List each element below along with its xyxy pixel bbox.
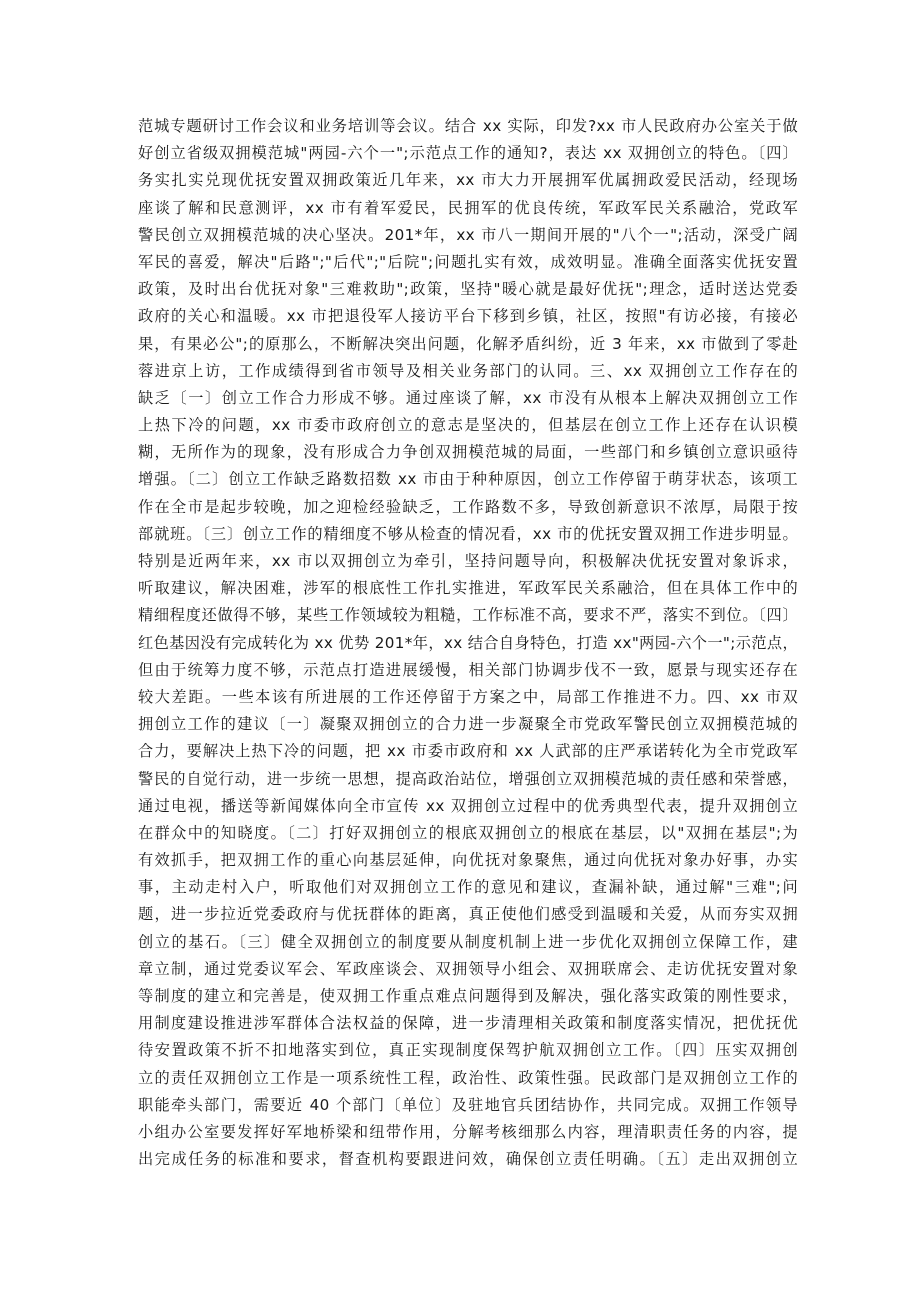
text-line: 有效抓手，把双拥工作的重心向基层延伸，向优抚对象聚焦，通过向优抚对象办好事，办实 — [138, 851, 798, 870]
text-line: 座谈了解和民意测评，xx 市有着军爱民，民拥军的优良传统，军政军民关系融洽，党政军 — [138, 198, 798, 217]
text-line: 听取建议，解决困难，涉军的根底性工作扎实推进，军政军民关系融洽，但在具体工作中的 — [138, 579, 798, 598]
text-line: 章立制，通过党委议军会、军政座谈会、双拥领导小组会、双拥联席会、走访优抚安置对象 — [138, 959, 798, 978]
text-line: 蓉进京上访，工作成绩得到省市领导及相关业务部门的认同。三、xx 双拥创立工作存在的 — [138, 361, 798, 380]
text-line: 警民创立双拥模范城的决心坚决。201*年，xx 市八一期间开展的"八个一";活动，深受广阔 — [138, 225, 798, 244]
text-line: 但由于统筹力度不够，示范点打造进展缓慢，相关部门协调步伐不一致，愿景与现实还存在 — [138, 660, 798, 679]
text-line: 政府的关心和温暖。xx 市把退役军人接访平台下移到乡镇，社区，按照"有访必接，有接必 — [138, 307, 798, 326]
text-line: 上热下冷的问题，xx 市委市政府创立的意志是坚决的，但基层在创立工作上还存在认识模 — [138, 416, 798, 435]
text-line: 作在全市是起步较晚，加之迎检经验缺乏，工作路数不多，导致创新意识不浓厚，局限于按 — [138, 497, 798, 516]
text-line: 军民的喜爱，解决"后路";"后代";"后院";问题扎实有效，成效明显。准确全面落实优抚安置 — [138, 252, 798, 271]
text-line: 缺乏〔一〕创立工作合力形成不够。通过座谈了解，xx 市没有从根本上解决双拥创立工作 — [138, 388, 798, 407]
text-line: 事，主动走村入户，听取他们对双拥创立工作的意见和建议，查漏补缺，通过解"三难";问 — [138, 878, 798, 897]
text-line: 较大差距。一些本该有所进展的工作还停留于方案之中，局部工作推进不力。四、xx 市双 — [138, 687, 798, 706]
text-line: 务实扎实兑现优抚安置双拥政策近几年来，xx 市大力开展拥军优属拥政爱民活动，经现场 — [138, 171, 798, 190]
text-line: 好创立省级双拥模范城"两园-六个一";示范点工作的通知?，表达 xx 双拥创立的特色。〔四〕 — [138, 144, 798, 163]
text-line: 范城专题研讨工作会议和业务培训等会议。结合 xx 实际，印发?xx 市人民政府办公室关于做 — [138, 117, 798, 135]
text-line: 立的责任双拥创立工作是一项系统性工程，政治性、政策性强。民政部门是双拥创立工作的 — [138, 1068, 798, 1087]
document-body-text — [138, 113, 798, 1173]
text-line: 增强。〔二〕创立工作缺乏路数招数 xx 市由于种种原因，创立工作停留于萌芽状态，该项工 — [138, 470, 798, 489]
text-line: 特别是近两年来，xx 市以双拥创立为牵引，坚持问题导向，积极解决优抚安置对象诉求， — [138, 552, 798, 570]
text-line: 创立的基石。〔三〕健全双拥创立的制度要从制度机制上进一步优化双拥创立保障工作，建 — [138, 932, 798, 951]
text-line: 糊，无所作为的现象，没有形成合力争创双拥模范城的局面，一些部门和乡镇创立意识亟待 — [138, 443, 798, 462]
text-line: 红色基因没有完成转化为 xx 优势 201*年，xx 结合自身特色，打造 xx"两园-六个一";示范点， — [138, 633, 798, 652]
text-line: 小组办公室要发挥好军地桥梁和纽带作用，分解考核细那么内容，理清职责任务的内容，提 — [138, 1122, 798, 1141]
text-line: 部就班。〔三〕创立工作的精细度不够从检查的情况看，xx 市的优抚安置双拥工作进步明显。 — [138, 524, 798, 543]
text-line: 用制度建设推进涉军群体合法权益的保障，进一步清理相关政策和制度落实情况，把优抚优 — [138, 1014, 798, 1033]
text-line: 政策，及时出台优抚对象"三难救助";政策，坚持"暖心就是最好优抚";理念，适时送达党委 — [138, 280, 798, 299]
text-line: 拥创立工作的建议〔一〕凝聚双拥创立的合力进一步凝聚全市党政军警民创立双拥模范城的 — [138, 715, 798, 734]
text-line: 职能牵头部门，需要近 40 个部门〔单位〕及驻地官兵团结协作，共同完成。双拥工作领导 — [138, 1095, 798, 1114]
text-line: 精细程度还做得不够，某些工作领域较为粗糙，工作标准不高，要求不严，落实不到位。〔四〕 — [138, 606, 798, 625]
text-line: 通过电视，播送等新闻媒体向全市宣传 xx 双拥创立过程中的优秀典型代表，提升双拥创立 — [138, 796, 798, 815]
text-line: 等制度的建立和完善是，使双拥工作重点难点问题得到及解决，强化落实政策的刚性要求， — [138, 987, 798, 1005]
text-line: 合力，要解决上热下冷的问题，把 xx 市委市政府和 xx 人武部的庄严承诺转化为全市党政军 — [138, 742, 798, 761]
text-line: 题，进一步拉近党委政府与优抚群体的距离，真正使他们感受到温暖和关爱，从而夯实双拥 — [138, 905, 798, 924]
text-line: 待安置政策不折不扣地落实到位，真正实现制度保驾护航双拥创立工作。〔四〕压实双拥创 — [138, 1041, 798, 1060]
text-line: 在群众中的知晓度。〔二〕打好双拥创立的根底双拥创立的根底在基层，以"双拥在基层";为 — [138, 823, 798, 842]
text-line: 出完成任务的标准和要求，督查机构要跟进问效，确保创立责任明确。〔五〕走出双拥创立 — [138, 1150, 798, 1169]
text-line: 警民的自觉行动，进一步统一思想，提高政治站位，增强创立双拥模范城的责任感和荣誉感， — [138, 769, 798, 788]
text-line: 果，有果必公";的原那么，不断解决突出问题，化解矛盾纠纷，近 3 年来，xx 市做到了零赴 — [138, 334, 798, 353]
